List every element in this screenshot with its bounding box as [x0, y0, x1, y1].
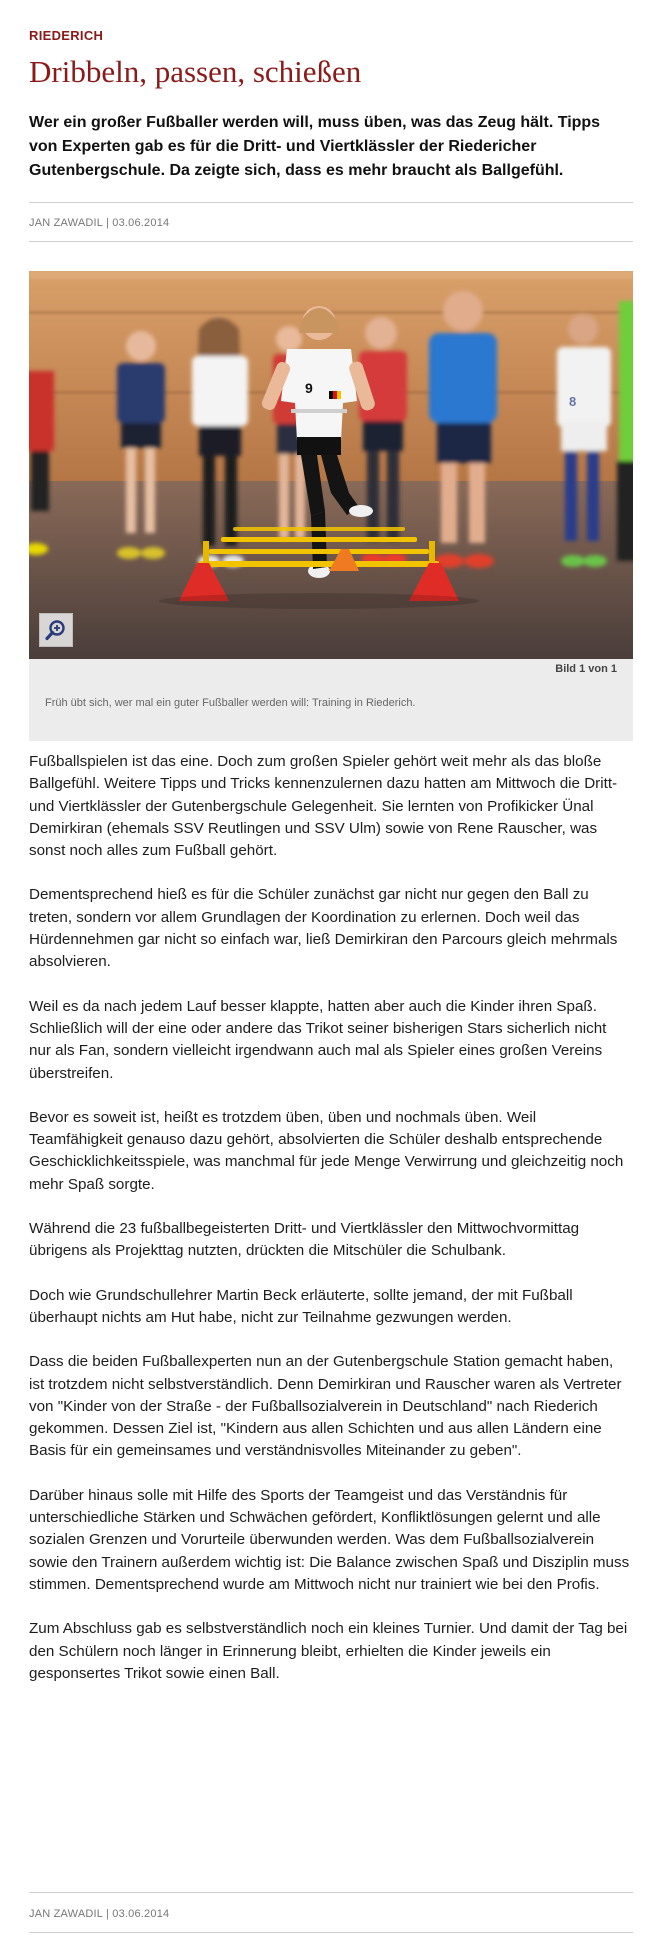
magnifier-plus-icon [45, 619, 67, 641]
body-paragraph: Während die 23 fußballbegeisterten Dritt- und Viertklässler den Mittwochvormittag übrigens als Projekttag nutzten, drückten die Mitschüler die Schulbank. [29, 1220, 580, 1260]
article-headline: Dribbeln, passen, schießen [29, 54, 362, 89]
right-shirt-number: 8 [569, 394, 577, 409]
image-caption: Früh übt sich, wer mal ein guter Fußballer werden will: Training in Riederich. [45, 697, 416, 709]
body-paragraph: Darüber hinaus solle mit Hilfe des Sports der Teamgeist und das Verständnis für unterschiedliche Stärken und Schwächen gefördert, Konfliktlösungen gelernt und alle sozialen Grenzen und Vorurteile überwunden werden. Was dem Fußballsozialverein sowie den Trainern außerdem wichtig ist: Die Balance zwischen Spaß und Disziplin muss stimmen. Dementsprechend wurde am Mittwoch nicht nur trainiert wie bei den Profis. [29, 1486, 630, 1593]
body-paragraph: Dass die beiden Fußballexperten nun an der Gutenbergschule Station gemacht haben, ist trotzdem nicht selbstverständlich. Denn Demirkiran und Rauscher waren als Vertreter von "Kinder von der Straße - der Fußballsozialverein in Deutschland" nach Riederich gekommen. Dessen Ziel ist, "Kindern aus allen Schichten und aus allen Ländern eine Basis für ein gemeinsames und verständnisvolles Miteinander zu geben". [29, 1353, 622, 1460]
center-shirt-number: 9 [305, 380, 313, 396]
divider-bottom [29, 1892, 633, 1893]
article-body [29, 751, 631, 1707]
body-paragraph: Weil es da nach jedem Lauf besser klappte, hatten aber auch die Kinder ihren Spaß. Schließlich will der eine oder andere das Trikot seiner bisherigen Stars sicherlich nicht nur als Fan, sondern vielleicht irgendwann auch mal als Spieler eines großen Vereins überstreifen. [29, 997, 607, 1082]
body-paragraph: Doch wie Grundschullehrer Martin Beck erläuterte, sollte jemand, der mit Fußball überhaupt nichts am Hut habe, nicht zur Teilnahme gezwungen werden. [29, 1286, 573, 1326]
byline-top: JAN ZAWADIL | 03.06.2014 [29, 217, 170, 229]
body-paragraph: Dementsprechend hieß es für die Schüler zunächst gar nicht nur gegen den Ball zu treten, sondern vor allem Grundlagen der Koordination zu erlernen. Doch weil das Hürdennehmen gar nicht so einfach war, ließ Demirkiran den Parcours gleich mehrmals absolvieren. [29, 886, 618, 971]
divider-top [29, 202, 633, 203]
divider-byline-bottom [29, 1932, 633, 1933]
body-paragraph: Fußballspielen ist das eine. Doch zum großen Spieler gehört weit mehr als das bloße Ballgefühl. Weitere Tipps und Tricks kennenzulernen dazu hatten am Mittwoch die Dritt- und Viertklässler der Gutenbergschule Gelegenheit. Sie lernten von Profikicker Ünal Demirkiran (ehemals SSV Reutlingen und SSV Ulm) sowie von Rene Rauscher, was sonst noch alles zum Fußball gehört. [29, 753, 618, 860]
article-lead: Wer ein großer Fußballer werden will, muss üben, was das Zeug hält. Tipps von Experten gab es für die Dritt- und Viertklässler der Riedericher Gutenbergschule. Da zeigte sich, dass es mehr braucht als Ballgefühl. [29, 114, 601, 179]
body-paragraph: Zum Abschluss gab es selbstverständlich noch ein kleines Turnier. Und damit der Tag bei den Schülern noch länger in Erinnerung bleibt, erhielten die Kinder jeweils ein gesponsertes Trikot sowie einen Ball. [29, 1620, 628, 1682]
zoom-button[interactable] [39, 613, 73, 647]
article-kicker: RIEDERICH [29, 28, 104, 43]
photo-illustration [29, 271, 633, 659]
body-paragraph: Bevor es soweit ist, heißt es trotzdem üben, üben und nochmals üben. Weil Teamfähigkeit genauso dazu gehört, absolvierten die Schüler deshalb entsprechende Geschicklichkeitsspiele, was manchmal für jede Menge Verwirrung und gleichzeitig noch mehr Spaß sorgte. [29, 1108, 624, 1193]
image-gallery [29, 271, 633, 741]
image-counter: Bild 1 von 1 [555, 663, 617, 675]
byline-bottom: JAN ZAWADIL | 03.06.2014 [29, 1908, 170, 1920]
article-photo[interactable] [29, 271, 633, 659]
divider-byline-top [29, 241, 633, 242]
